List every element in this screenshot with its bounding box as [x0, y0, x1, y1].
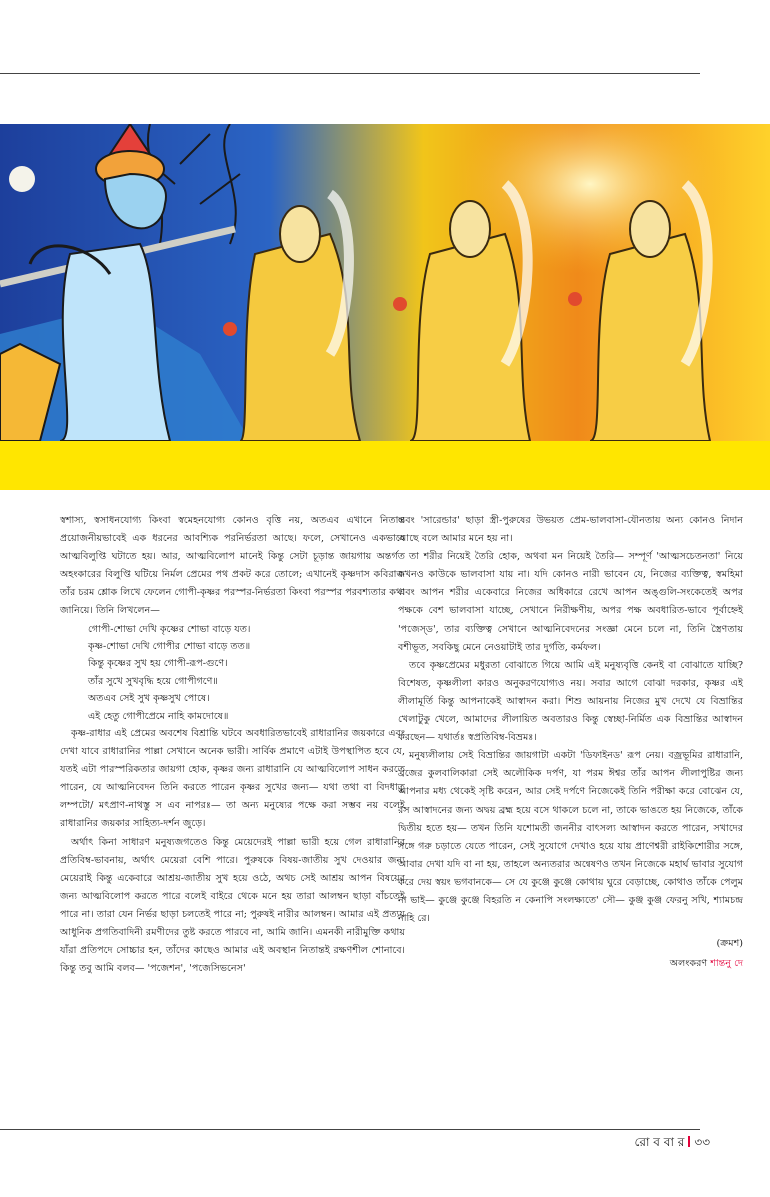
paragraph: তবে কৃষ্ণপ্রেমের মধুরতা বোঝাতে গিয়ে আমি এই মনুষ্যবৃত্তি কেনই বা বোঝাতে যাচ্ছি? বিশেষত, কৃষ্ণলীলা কারও অনুকরণযোগ্যও নয়। সবার আগে বোঝা দরকার, কৃষ্ণর এই লীলামূর্তি কিন্তু আপনাকেই আস্বাদন করা। শিশু আয়নায় নিজের মুখ দেখে যে বিভ্রান্তির খেলাটুকু খেলে, আমাদের লীলায়িত অবতারও কিন্তু স্বেচ্ছা-নির্মিত এক বিভ্রান্তির আস্বাদন করছেন— যথার্তঃ স্বপ্রতিবিম্ব-বিভ্রমঃ।	[398, 659, 743, 744]
illustration-art	[0, 124, 770, 441]
verse-line: গোপী-শোভা দেখি কৃষ্ণের শোভা বাড়ে যত।	[88, 623, 251, 635]
paragraph: স্বশাস্য, স্বসাধনযোগ্য কিংবা স্বমেহনযোগ্য কোনও বৃত্তি নয়, অতএব এখানে নিতান্ত প্রয়োজনীয়ভাবেই এক ধরনের আবশ্যিক পরনির্ভরতা আছে। ফলে, সেখানেও একভাবে আত্মবিলুপ্তি ঘটাতে হয়। আর, আত্মবিলোপ মানেই কিন্তু সেটা চূড়ান্ত জায়গায় অন্তর্গত অহংকারের বিলুপ্তি ঘটিয়ে নির্মল প্রেমের পথ প্রকট করে তোলে; এখানেই কৃষ্ণদাস কবিরাজ তাঁর চরম শ্লোক লিখে ফেলেন গোপী-কৃষ্ণর পরস্পর-নির্ভরতা কিংবা পরস্পর পরবশ্যতার কথা জানিয়ে। তিনি লিখলেন—	[60, 515, 405, 617]
verse-line: কৃষ্ণ-শোভা দেখি গোপীর শোভা বাড়ে তত॥	[88, 640, 251, 652]
page-number: ৩৩	[694, 1135, 710, 1149]
bottom-rule	[0, 1129, 700, 1130]
credit-area	[398, 934, 743, 974]
yellow-accent-band	[0, 441, 770, 490]
verse-line: অতএব সেই সুখ কৃষ্ণসুখ পোষে।	[88, 693, 210, 705]
verse-line: তাঁর সুখে সুখবৃদ্ধি হয়ে গোপীগণে॥	[88, 675, 218, 687]
verse-line: এই হেতু গোপীপ্রেমে নাহি কামদোষে॥	[88, 710, 229, 722]
paragraph: কৃষ্ণ-রাধার এই প্রেমের অবশেষ বিশ্রান্তি ঘটবে অবধারিতভাবেই রাধারানির জয়কারে এবং দেখা যাবে রাধারানির পাল্লা সেখানে অনেক ভারী। সার্বিক প্রমাণে এটাই উপস্থাপিত হবে যে, যতই এটা পারস্পরিকতার জায়গা হোক, কৃষ্ণর জন্য রাধারানি যে আত্মবিলোপ সাধন করতে পারেন, যে আত্মনিবেদন তিনি করতে পারেন কৃষ্ণর সুখের জন্য— যথা তথা বা বিদধাতু লম্পটো/ মৎপ্রাণ-নাথস্তু স এব নাপরঃ— তা অন্য মনুষ্যের পক্ষে করা সম্ভব নয় বলেই রাধারানির জয়কার সাহিত্য-দর্শন জুড়ে।	[60, 728, 405, 830]
page-footer	[635, 1133, 710, 1151]
illustration-credit	[398, 954, 743, 974]
credit-prefix: অলংকরণ	[669, 958, 708, 970]
paragraph: তা শরীর নিয়েই তৈরি হোক, অথবা মন নিয়েই তৈরি— সম্পূর্ণ 'আত্মসচেতনতা' নিয়ে কখনও কাউকে ভালবাসা যায় না। যদি কোনও নারী ভাবেন যে, নিজের ব্যক্তিত্ব, স্বমহিমা এবং আপন শরীর একেবারে নিজের অধিকারে রেখে আপন অঙ্গুলি-সংকেতেই অপর পক্ষকে বেশ ভালবাসা যাচ্ছে, সেখানে নিরীক্ষণীয়, অপর পক্ষ অবধারিত-ভাবে পূর্বাহ্নেই 'পজেস্ড', তার ব্যক্তিত্ব সেখানে আত্মনিবেদনের সংজ্ঞা মেনে চলে না, তিনি স্ত্রৈণতায় বশীভূত, সবকিছু মেনে নেওয়াটাই তার দুর্গতি, কর্মফল।	[398, 551, 743, 653]
right-column	[398, 512, 743, 974]
top-rule	[0, 73, 700, 74]
paragraph: মনুষ্যলীলায় সেই বিভ্রান্তির জায়গাটা একটা 'ডিফাইনড' রূপ নেয়। বজ্রভূমির রাধারানি, ব্রজের কুলবালিকারা সেই অলৌকিক দর্পণ, যা পরম ঈশ্বর তাঁর আপন লীলাপুষ্টির জন্য আপনার মধ্য থেকেই সৃষ্টি করেন, আর সেই দর্পণে নিজেকেই তিনি পরীক্ষা করে বোঝেন যে, রস আস্বাদনের জন্য অদ্বয় ব্রহ্ম হয়ে বসে থাকলে চলে না, তাকে ভাঙতে হয় নিজেকে, তাঁকে দ্বিতীয় হতে হয়— তখন তিনি যশোমতী জননীর বাৎসল্য আস্বাদন করতে পারেন, সখাদের সঙ্গে গরু চড়াতে যেতে পারেন, সেই সুযোগে দেখাও হয়ে যায় প্রাণেশ্বরী রাইকিশোরীর সঙ্গে, আবার দেখা যদি বা না হয়, তাহলে অন্যতরার অন্বেষণও তখন নিজেকে মহার্ঘ ভাবার সুযোগ করে দেয় স্বয়ং ভগবানকে— সে যে কুঞ্জে কুঞ্জে কোথায় ঘুরে বেড়াচ্ছে, কোথাও তাঁকে পেলুম না ভাই— কুঞ্জে কুঞ্জে বিহরতি ন কেনাপি সংলক্ষ্যতে' সৌ— কুঞ্জ কুঞ্জ ফেরনু সখি, শ্যামচন্দ্র নাহি রে।	[398, 750, 743, 925]
verse-line: কিন্তু কৃষ্ণের সুখ হয় গোপী-রূপ-গুণে।	[88, 658, 228, 670]
credit-name: শান্তনু দে	[710, 958, 743, 970]
continued-marker: (ক্রমশ)	[716, 938, 743, 950]
paragraph: অর্থাৎ কিনা সাধারণ মনুষ্যজগতেও কিন্তু মেয়েদেরই পাল্লা ভারী হয়ে গেল রাধারানির প্রতিবিম্ব-ভাবনায়, অর্থাৎ মেয়েরা বেশি পারে। পুরুষকে বিষয়-জাতীয় সুখ দেওয়ার জন্য মেয়েরাই কিন্তু একেবারে আশ্রয়-জাতীয় সুখ হয়ে ওঠে, অথচ সেই আশ্রয় আপন বিষয়ের জন্য আত্মবিলোপ করতে পারে বলেই বাইরে থেকে মনে হয় তারা আলম্বন ছাড়া বাঁচতেই পারে না। তারা যেন নির্ভর ছাড়া চলতেই পারে না; পুরুষই নারীর আলম্বন। আমার এই প্রত্যয় আধুনিক প্রগতিবাদিনী রমণীদের তুষ্ট করতে পারবে না, আমি জানি। এমনকী নারীমুক্তি কথায় যাঁরা প্রতিপদে সোচ্চার হন, তাঁদের কাছেও আমার এই অবস্থান নিতান্তই রক্ষণশীল শোনাবে। কিন্তু তবু আমি বলব— 'পজেশন', 'পজেসিভনেস'	[60, 836, 405, 975]
left-column	[60, 512, 405, 978]
magazine-name: রো ব বা র	[634, 1135, 685, 1149]
krishna-gopi-illustration	[0, 124, 770, 441]
paragraph: এবং 'সারেন্ডার' ছাড়া স্ত্রী-পুরুষের উভয়ত প্রেম-ভালবাসা-যৌনতায় অন্য কোনও নিদান আছে বলে আমার মনে হয় না।	[398, 515, 743, 545]
footer-separator	[688, 1136, 690, 1147]
verse-block	[60, 621, 405, 725]
